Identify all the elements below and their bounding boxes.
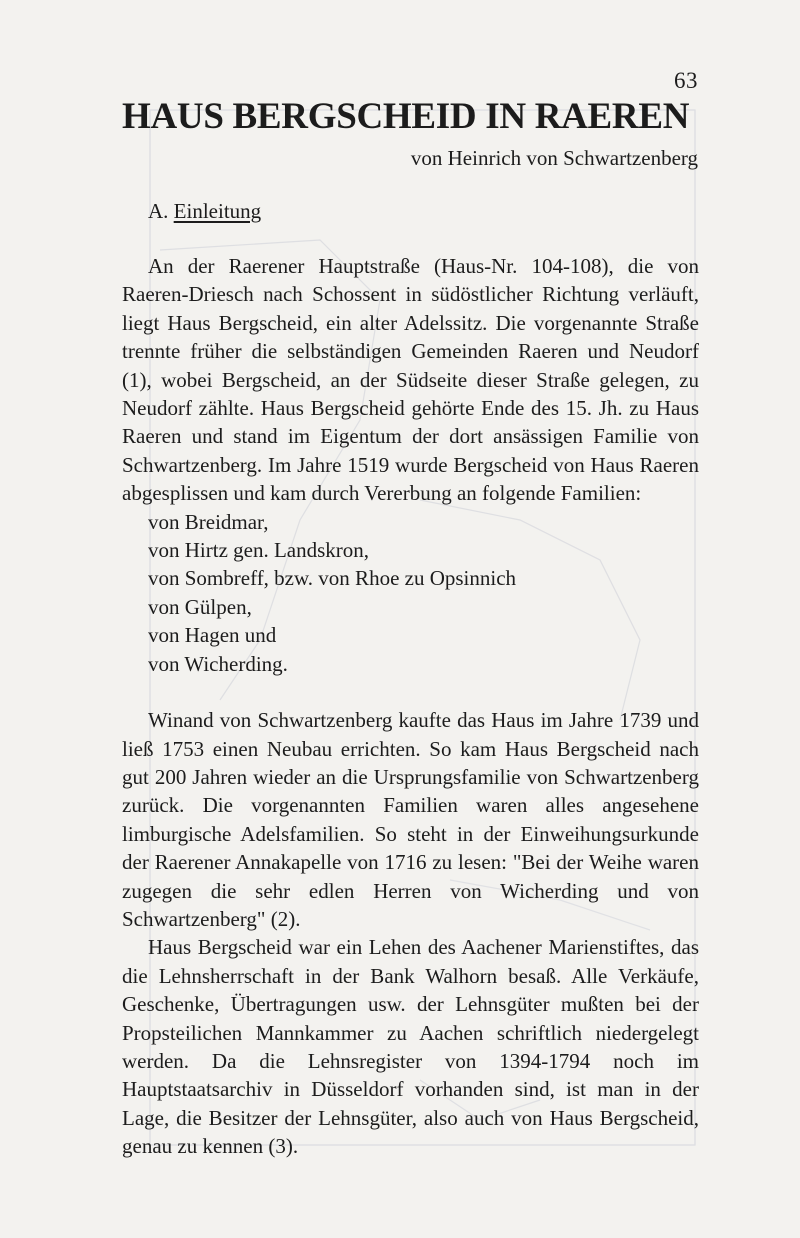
article-body [122,252,699,1161]
list-item: von Wicherding. [148,651,288,676]
paragraph-spacer [122,678,699,706]
paragraph-3: Haus Bergscheid war ein Lehen des Aachener Marienstiftes, das die Lehnsherrschaft in der Bank Walhorn besaß. Alle Verkäufe, Geschenke, Übertragungen usw. der Lehnsgüter mußten bei der Propsteilichen Mannkammer zu Aachen schriftlich niedergelegt werden. Da die Lehnsregister von 1394-1794 noch im Hauptstaatsarchiv in Düsseldorf vorhanden sind, ist man in der Lage, die Besitzer der Lehnsgüter, also auch von Haus Bergscheid, genau zu kennen (3). [122,935,699,1159]
family-list [122,508,699,678]
section-letter: A. [148,199,169,223]
list-item: von Gülpen, [148,594,252,619]
section-label: Einleitung [173,199,262,223]
list-item: von Sombreff, bzw. von Rhoe zu Opsinnich [148,566,517,591]
page-title: HAUS BERGSCHEID IN RAEREN [122,96,690,137]
section-heading [148,199,261,224]
list-item: von Hirtz gen. Landskron, [148,538,370,563]
author-byline: von Heinrich von Schwartzenberg [410,146,698,170]
paragraph-2: Winand von Schwartzenberg kaufte das Haus im Jahre 1739 und ließ 1753 einen Neubau errichten. So kam Haus Bergscheid nach gut 200 Jahren wieder an die Ursprungsfamilie von Schwartzenberg zurück. Die vorgenannten Familien waren alles angesehene limburgische Adelsfamilien. So steht in der Einweihungsurkunde der Raerener Annakapelle von 1716 zu lesen: "Bei der Weihe waren zugegen die sehr edlen Herren von Wicherding und von Schwartzenberg" (2). [122,708,699,931]
paragraph-1: An der Raerener Hauptstraße (Haus-Nr. 104-108), die von Raeren-Driesch nach Schossent in südöstlicher Richtung verläuft, liegt Haus Bergscheid, ein alter Adelssitz. Die vorgenannte Straße trennte früher die selbständigen Gemeinden Raeren und Neudorf (1), wobei Bergscheid, an der Südseite dieser Straße gelegen, zu Neudorf zählte. Haus Bergscheid gehörte Ende des 15. Jh. zu Haus Raeren und stand im Eigentum der dort ansässigen Familie von Schwartzenberg. Im Jahre 1519 wurde Bergscheid von Haus Raeren abgesplissen und kam durch Vererbung an folgende Familien: [122,254,699,506]
list-item: von Hagen und [148,623,277,648]
list-item: von Breidmar, [148,509,269,534]
page-number: 63 [674,68,698,93]
